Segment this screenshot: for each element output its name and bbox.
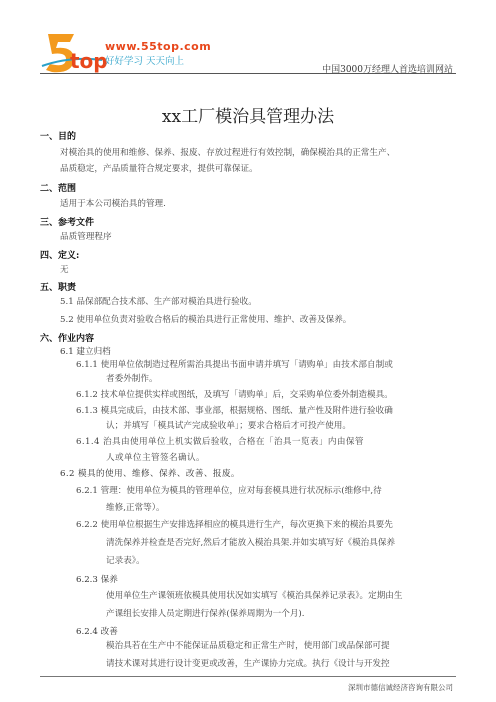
header-divider <box>40 73 456 74</box>
scope-line: 适用于本公司模治具的管理. <box>60 199 166 209</box>
footer-company: 深圳市德信诚经济咨询有限公司 <box>348 683 453 692</box>
item-6-2-2-line-1: 6.2.2 使用单位根据生产安排选择相应的模具进行生产，每次更换下来的模治具要先 <box>76 520 393 530</box>
item-6-1-2: 6.1.2 技术单位提供实样或图纸，及填写「请购单」后，交采购单位委外制造模具。 <box>76 390 393 400</box>
responsibility-line-1: 5.1 品保部配合技术部、生产部对模治具进行验收。 <box>60 297 257 307</box>
item-6-1-1-line-1: 6.1.1 使用单位依制造过程所需治具提出书面申请并填写「请购单」由技术部自制或 <box>76 360 393 370</box>
document-title: xx工厂模治具管理办法 <box>161 107 335 127</box>
section-heading-purpose: 一、目的 <box>40 132 77 142</box>
purpose-line-2: 品质稳定，产品质量符合规定要求，提供可靠保证。 <box>60 164 258 174</box>
section-heading-scope: 二、范围 <box>40 184 77 194</box>
item-6-1-3-line-2: 认；并填写「模具试产完成验收单」；要求合格后才可投产使用。 <box>106 421 351 431</box>
subsection-6-1: 6.1 建立归档 <box>60 347 111 357</box>
item-6-2-4-line-1: 模治具若在生产中不能保证品质稳定和正常生产时，使用部门或品保部可提 <box>106 641 390 651</box>
section-heading-definition: 四、定义: <box>40 251 80 261</box>
section-heading-reference: 三、参考文件 <box>40 218 95 228</box>
item-6-2-2-line-2: 清洗保养并检查是否完好,然后才能放入模治具架.并如实填写好《模治具保养 <box>106 538 396 548</box>
item-6-2-4-heading: 6.2.4 改善 <box>76 627 118 637</box>
item-6-1-3-line-1: 6.1.3 模具完成后，由技术部、事业部，根据规格、图纸、量产性及附件进行验收确 <box>76 406 393 416</box>
item-6-1-4-line-1: 6.1.4 治具由使用单位上机实做后验收，合格在「治具一览表」内由保管 <box>76 437 364 447</box>
item-6-2-3-heading: 6.2.3 保养 <box>76 575 118 585</box>
section-heading-responsibility: 五、职责 <box>40 283 77 293</box>
definition-line: 无 <box>60 265 69 275</box>
logo-slogan-text: 好好学习 天天向上 <box>105 56 185 67</box>
logo-url-text: www.55top.com <box>105 40 212 53</box>
item-6-2-3-line-1: 使用单位生产课领班依模具使用状况如实填写《模治具保养记录表》。定期由生 <box>106 591 403 601</box>
purpose-line-1: 对模治具的使用和维修、保养、报废、存放过程进行有效控制，确保模治具的正常生产、 <box>60 148 396 158</box>
section-heading-operation: 六、作业内容 <box>40 334 95 344</box>
responsibility-line-2: 5.2 使用单位负责对验收合格后的模治具进行正常使用、维护、改善及保养。 <box>60 315 352 325</box>
item-6-2-4-line-2: 请技术课对其进行设计变更或改善，生产课协力完成。执行《设计与开发控 <box>106 659 390 669</box>
item-6-2-1-line-1: 6.2.1 管理：使用单位为模具的管理单位，应对每套模具进行状况标示(维修中,待 <box>76 486 382 496</box>
reference-line: 品质管理程序 <box>60 232 112 242</box>
logo-top-text: top <box>70 49 108 73</box>
item-6-1-4-line-2: 人或单位主管签名确认。 <box>106 453 205 463</box>
item-6-2-3-line-2: 产课组长安排人员定期进行保养(保养周期为一个月). <box>106 609 305 619</box>
item-6-2-1-line-2: 维修,正常等）。 <box>106 503 165 513</box>
subsection-6-2: 6.2 模具的使用、维修、保养、改善、报废。 <box>60 469 240 479</box>
header-tagline: 中国3000万经理人首选培训网站 <box>322 65 453 75</box>
footer-divider <box>40 676 456 677</box>
item-6-2-2-line-3: 记录表》。 <box>106 556 145 566</box>
item-6-1-1-line-2: 者委外制作。 <box>106 374 158 384</box>
